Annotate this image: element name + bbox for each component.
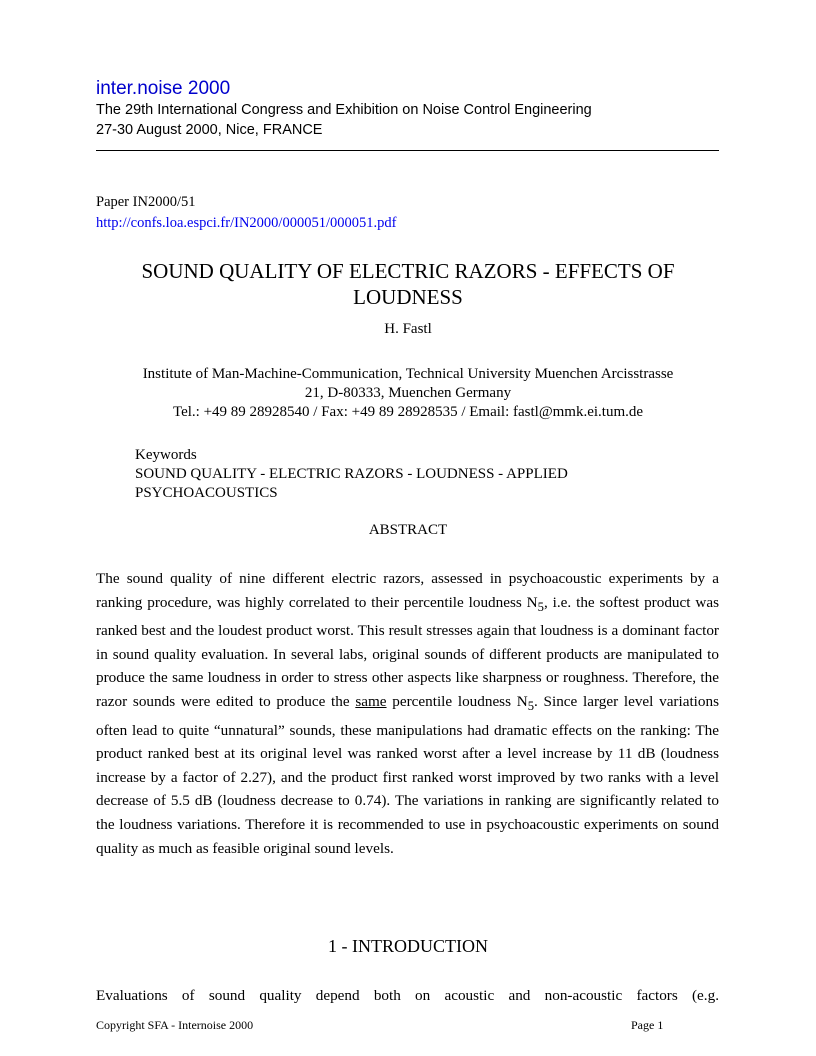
keywords-line1: SOUND QUALITY - ELECTRIC RAZORS - LOUDNESS - APPLIED xyxy=(135,466,568,482)
paper-title-line1: SOUND QUALITY OF ELECTRIC RAZORS - EFFECTS OF xyxy=(141,259,675,283)
introduction-text: Evaluations of sound quality depend both on acoustic and non-acoustic factors (e.g. xyxy=(96,987,719,1004)
abstract-part4: . Since larger level variations often lead to quite “unnatural” sounds, these manipulations had dramatic effects on the ranking: The product ranked best at its original level was ranked worst after a level increase by 11 dB (loudness increase by a factor of 2.27), and the product first ranked worst improved by two ranks with a level decrease of 5.5 dB (loudness decrease to 0.74). The variations in ranking are significantly related to the loudness variations. Therefore it is recommended to use in psychoacoustic experiments on sound quality as much as feasible original sound levels. xyxy=(96,693,719,857)
keywords-line2: PSYCHOACOUSTICS xyxy=(135,485,278,501)
paper-id: Paper IN2000/51 xyxy=(96,194,196,210)
conference-header xyxy=(96,78,720,140)
congress-name: The 29th International Congress and Exhibition on Noise Control Engineering xyxy=(96,102,592,118)
author-name: H. Fastl xyxy=(384,321,432,337)
conference-dates: 27-30 August 2000, Nice, FRANCE xyxy=(96,122,323,138)
abstract-subscript1: 5 xyxy=(537,599,544,614)
paper-url-link[interactable]: http://confs.loa.espci.fr/IN2000/000051/000051.pdf xyxy=(96,215,397,231)
footer-page-number: Page 1 xyxy=(631,1018,664,1032)
abstract-heading: ABSTRACT xyxy=(368,522,448,538)
paper-title xyxy=(96,258,720,310)
affiliation xyxy=(96,365,720,422)
paper-title-line2: LOUDNESS xyxy=(353,285,463,309)
abstract-part1: The sound quality of nine different electric razors, assessed in psychoacoustic experiments by a ranking procedure, was highly correlated to their percentile loudness N xyxy=(96,570,719,611)
keywords-block xyxy=(135,446,695,503)
abstract-part2: , i.e. the softest product was ranked best and the loudest product worst. This result stresses again that loudness is a dominant factor in sound quality evaluation. In several labs, original sounds of different products are manipulated to produce the same loudness in order to stress other aspects like sharpness or roughness. Therefore, the razor sounds were edited to produce the xyxy=(96,593,719,710)
abstract-text xyxy=(96,567,719,860)
abstract-part3: percentile loudness N xyxy=(386,693,528,710)
affiliation-line1: Institute of Man-Machine-Communication, Technical University Muenchen Arcisstrasse xyxy=(142,366,674,382)
abstract-underlined-word: same xyxy=(355,693,387,710)
keywords-label: Keywords xyxy=(135,447,197,463)
footer-copyright: Copyright SFA - Internoise 2000 xyxy=(96,1018,254,1032)
introduction-heading: 1 - INTRODUCTION xyxy=(328,936,488,956)
affiliation-line2: 21, D-80333, Muenchen Germany xyxy=(304,385,512,401)
abstract-subscript2: 5 xyxy=(527,699,535,714)
contact-info: Tel.: +49 89 28928540 / Fax: +49 89 28928535 / Email: fastl@mmk.ei.tum.de xyxy=(172,404,644,420)
header-divider xyxy=(96,150,719,151)
conference-name: inter.noise 2000 xyxy=(96,78,231,99)
